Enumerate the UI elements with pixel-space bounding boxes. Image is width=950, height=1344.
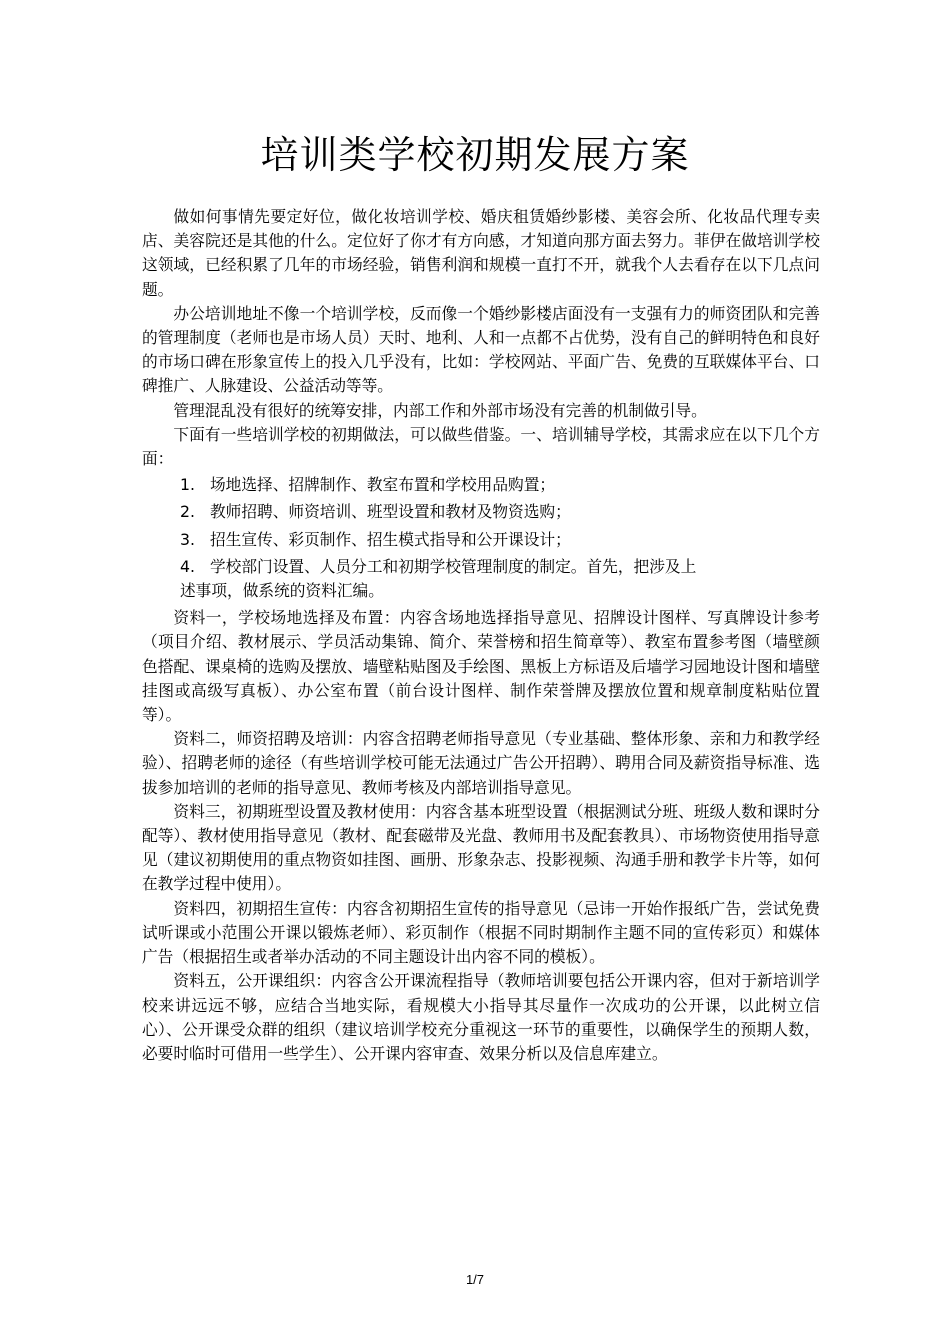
list-item [142, 473, 820, 497]
requirements-list [142, 473, 820, 603]
paragraph-material-5: 资料五，公开课组织：内容含公开课流程指导（教师培训要包括公开课内容，但对于新培训学校来讲远远不够，应结合当地实际，看规模大小指导其尽量作一次成功的公开课，以此树立信心）、公开课受众群的组织（建议培训学校充分重视这一环节的重要性，以确保学生的预期人数，必要时临时可借用一些学生）、公开课内容审查、效果分析以及信息库建立。 [142, 971, 820, 1063]
list-item [142, 500, 820, 524]
page-title: 培训类学校初期发展方案 [260, 133, 690, 177]
paragraph-material-2: 资料二，师资招聘及培训：内容含招聘老师指导意见（专业基础、整体形象、亲和力和教学经验）、招聘老师的途径（有些培训学校可能无法通过广告公开招聘）、聘用合同及薪资指导标准、选拔参加培训的老师的指导意见、教师考核及内部培训指导意见。 [142, 729, 820, 797]
paragraph-intro: 做如何事情先要定好位，做化妆培训学校、婚庆租赁婚纱影楼、美容会所、化妆品代理专卖店、美容院还是其他的什么。定位好了你才有方向感，才知道向那方面去努力。菲伊在做培训学校这领域，已经积累了几年的市场经验，销售利润和规模一直打不开，就我个人去看存在以下几点问题。 [142, 207, 820, 299]
paragraph-problem-location: 办公培训地址不像一个培训学校，反而像一个婚纱影楼店面没有一支强有力的师资团队和完善的管理制度（老师也是市场人员）天时、地利、人和一点都不占优势，没有自己的鲜明特色和良好的市场口碑在形象宣传上的投入几乎没有，比如：学校网站、平面广告、免费的互联媒体平台、口碑推广、人脉建设、公益活动等等。 [142, 303, 820, 396]
list-item-number: 3. [180, 529, 195, 549]
paragraph-reference-intro: 下面有一些培训学校的初期做法，可以做些借鉴。一、培训辅导学校，其需求应在以下几个方面： [142, 424, 820, 469]
document-body [142, 205, 820, 1066]
list-item [142, 555, 820, 603]
list-item-number: 4. [180, 556, 195, 576]
list-item-number: 1. [180, 475, 195, 495]
list-item-text: 招生宣传、彩页制作、招生模式指导和公开课设计； [210, 529, 571, 549]
paragraph-material-3: 资料三，初期班型设置及教材使用：内容含基本班型设置（根据测试分班、班级人数和课时分配等）、教材使用指导意见（教材、配套磁带及光盘、教师用书及配套教具）、市场物资使用指导意见（建议初期使用的重点物资如挂图、画册、形象杂志、投影视频、沟通手册和教学卡片等，如何在教学过程中使用）。 [142, 801, 820, 894]
page-number: 1/7 [465, 1272, 485, 1287]
list-item-text: 教师招聘、师资培训、班型设置和教材及物资选购； [210, 502, 571, 522]
paragraph-material-4: 资料四，初期招生宣传：内容含初期招生宣传的指导意见（忌讳一开始作报纸广告，尝试免费试听课或小范围公开课以锻炼老师）、彩页制作（根据不同时期制作主题不同的宣传彩页）和媒体广告（根据招生或者举办活动的不同主题设计出内容不同的模板）。 [142, 898, 820, 967]
paragraph-material-1: 资料一，学校场地选择及布置：内容含场地选择指导意见、招牌设计图样、写真牌设计参考（项目介绍、教材展示、学员活动集锦、简介、荣誉榜和招生简章等）、教室布置参考图（墙壁颜色搭配、课桌椅的选购及摆放、墙壁粘贴图及手绘图、黑板上方标语及后墙学习园地设计图和墙壁挂图或高级写真板）、办公室布置（前台设计图样、制作荣誉牌及摆放位置和规章制度粘贴位置等）。 [142, 608, 820, 725]
list-item-number: 2. [180, 502, 195, 522]
paragraph-problem-management: 管理混乱没有很好的统筹安排，内部工作和外部市场没有完善的机制做引导。 [173, 400, 707, 420]
list-item [142, 528, 820, 552]
list-item-continuation: 述事项，做系统的资料汇编。 [180, 581, 384, 601]
list-item-text: 场地选择、招牌制作、教室布置和学校用品购置； [210, 475, 556, 495]
list-item-text: 学校部门设置、人员分工和初期学校管理制度的制定。首先，把涉及上 [210, 556, 697, 576]
